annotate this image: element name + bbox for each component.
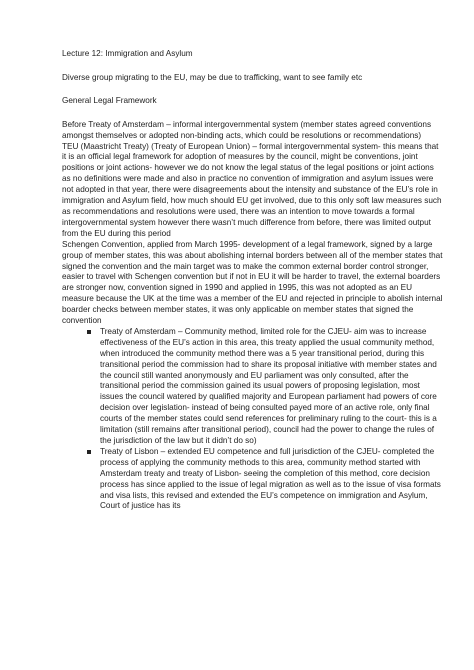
bullet-item-lisbon [100,447,444,512]
paragraph-pre-amsterdam: Before Treaty of Amsterdam – informal intergovernmental system (member states agreed conventions amongst themselves or adopted non-binding acts, which could be resolutions or recommendations) [62,119,432,140]
section-heading: General Legal Framework [62,95,157,105]
paragraph-teu: TEU (Maastricht Treaty) (Treaty of European Union) – formal intergovernmental system- this means that it is an official legal framework for adoption of measures by the council, might be conventions, joint positions or joint actions- however we do not know the legal status of the legal positions or joint actions as no definitions were made and also in practice no convention of immigration and asylum issues were not adopted in that year, there were disagreements about the intensity and substance of the EU’s role in immigration and Asylum field, how much should EU get involved, due to this only soft law measures such as recommendations and resolutions were used, there was an intention to move towards a formal intergovernmental system however there wasn’t much difference from before, there was limited output from the EU during this period [62,141,442,238]
square-bullet-icon [87,450,91,454]
bullet-list [62,327,444,512]
bullet-text: Treaty of Lisbon – extended EU competence and full jurisdiction of the CJEU- completed the process of applying the community methods to this area, community method started with Amsterdam treaty and treaty of Lisbon- seeing the completion of this method, core decision process has since applied to the issue of legal migration as well as to the issue of visa formats and visa lists, this revised and extended the EU’s competence on immigration and Asylum, Court of justice has its [100,446,441,511]
intro-text: Diverse group migrating to the EU, may be due to trafficking, want to see family etc [62,72,363,82]
lecture-title: Lecture 12: Immigration and Asylum [62,49,193,58]
bullet-item-amsterdam [100,327,444,447]
bullet-text: Treaty of Amsterdam – Community method, limited role for the CJEU- aim was to increase effectiveness of the EU’s action in this area, this treaty applied the usual community method, when introduced the community method there was a 5 year transitional period, during this transitional period the commission had to share its proposal initiative with member states and the council still wanted anonymously and EU parliament was only consulted, after the transitional period the commission gained its usual powers of proposing legislation, most issues the council watered by qualified majority and European parliament had powers of core decision over legislation- instead of being consulted payed more of an active role, only final courts of the member states could send references for preliminary ruling to the court- this is a limitation (still remains after transitional period), council had the power to change the rules of the jurisdiction of the law but it didn’t do so) [100,326,437,445]
paragraph-schengen: Schengen Convention, applied from March 1995- development of a legal framework, signed by a large group of member states, this was about abolishing internal borders between all of the member states that signed the convention and the main target was to make the common external border control stronger, easier to travel with Schengen convention but if not in EU it will be harder to travel, the external boarders are stronger now, convention signed in 1990 and applied in 1995, this was not adopted as an EU measure because the UK at the time was a member of the EU and rejected in principle to abolish internal boarder checks between member states, it was only applicable on member states that signed the convention [62,239,443,326]
square-bullet-icon [87,330,91,334]
